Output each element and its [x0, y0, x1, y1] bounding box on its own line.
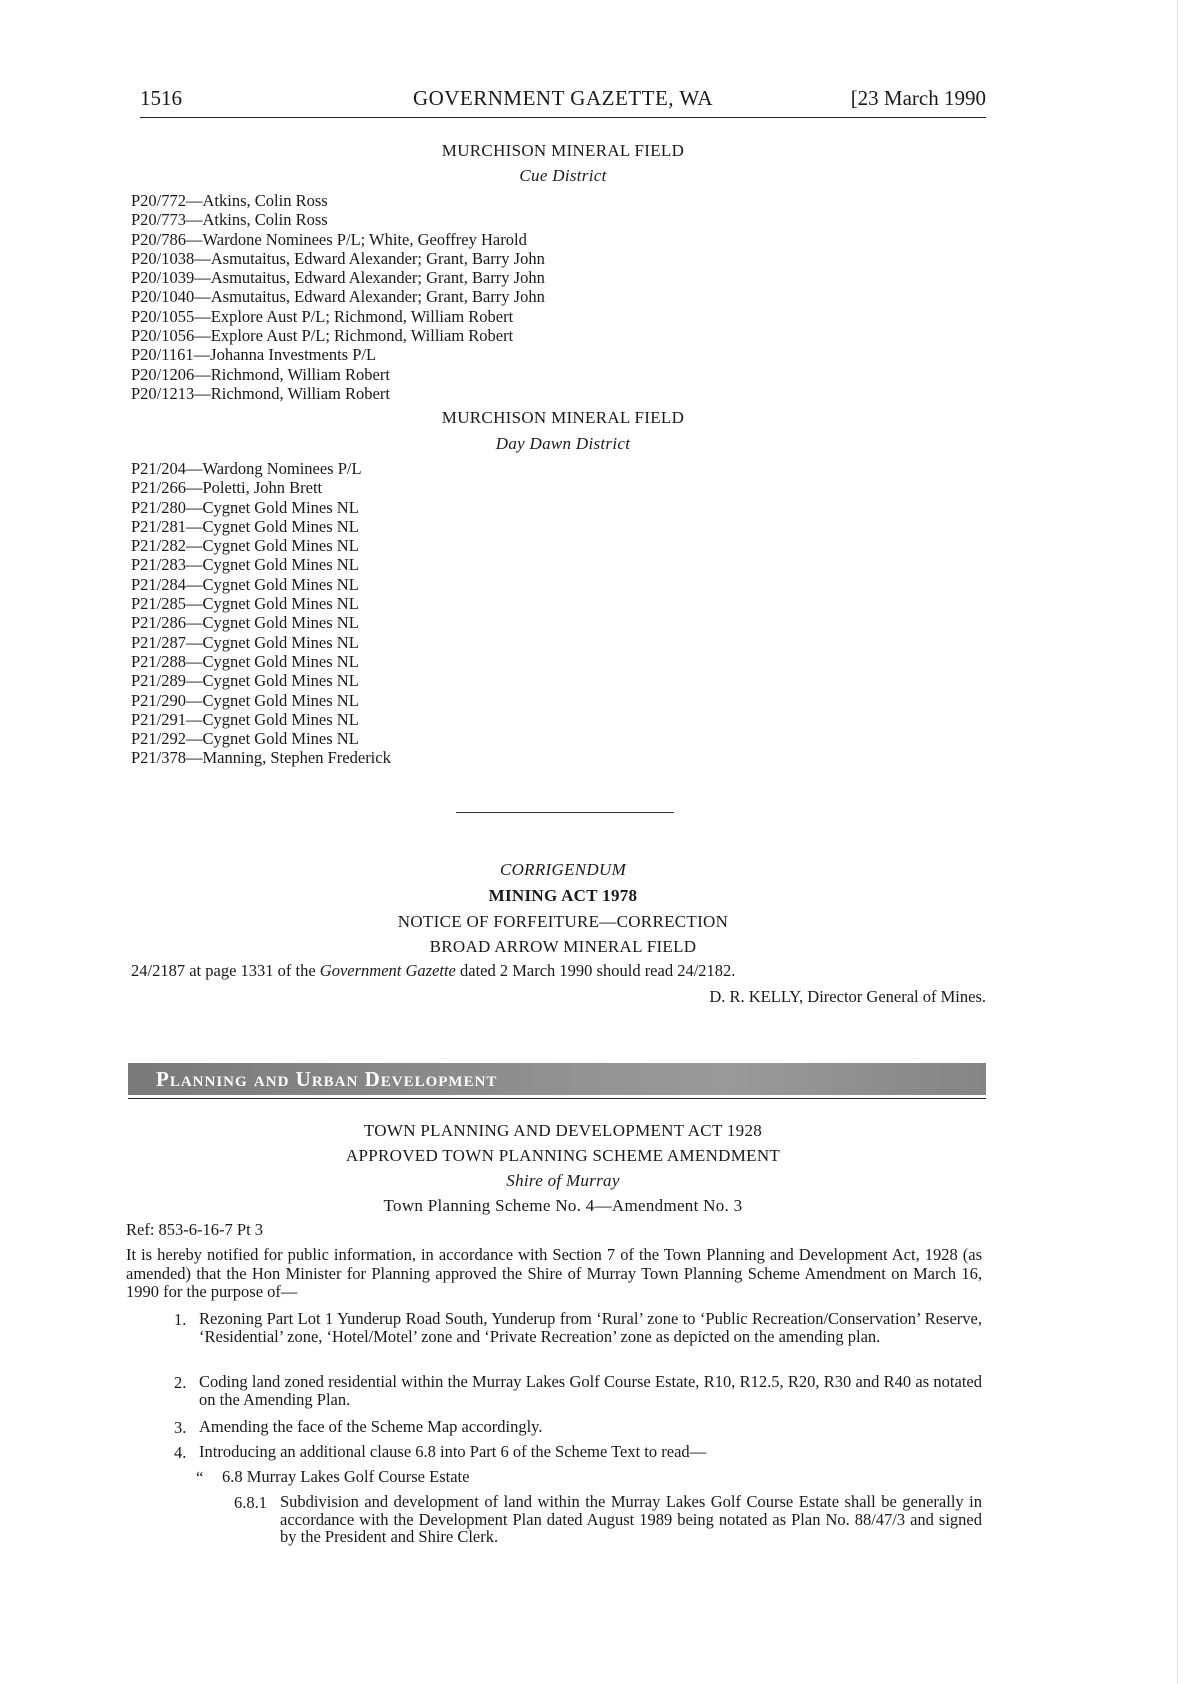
planning-subtitle: APPROVED TOWN PLANNING SCHEME AMENDMENT	[345, 1146, 781, 1165]
item-1-number: 1.	[174, 1310, 187, 1329]
item-2-number: 2.	[174, 1373, 187, 1392]
list-item: P21/378—Manning, Stephen Frederick	[131, 748, 391, 768]
section2-district-heading: Day Dawn District	[495, 434, 631, 453]
list-item: P20/773—Atkins, Colin Ross	[131, 210, 328, 230]
banner-label: Planning and Urban Development	[156, 1067, 498, 1091]
subclause-text: Subdivision and development of land within the Murray Lakes Golf Course Estate shall be generally in accordance with the Development Plan dated August 1989 being notated as Plan No. 88/47/3 and signed by the President and Shire Clerk.	[280, 1492, 982, 1546]
corrigendum-title: CORRIGENDUM	[499, 860, 627, 879]
corrigendum-body	[131, 962, 986, 981]
publication-title: GOVERNMENT GAZETTE, WA	[412, 86, 714, 110]
list-item: P21/282—Cygnet Gold Mines NL	[131, 536, 359, 556]
list-item: P20/1056—Explore Aust P/L; Richmond, William Robert	[131, 326, 514, 346]
section1-field-heading: MURCHISON MINERAL FIELD	[441, 141, 685, 160]
list-item: P20/1161—Johanna Investments P/L	[131, 345, 377, 365]
list-item: P21/266—Poletti, John Brett	[131, 478, 323, 498]
list-item: P21/281—Cygnet Gold Mines NL	[131, 516, 359, 536]
list-item: P21/292—Cygnet Gold Mines NL	[131, 729, 359, 749]
list-item: P21/291—Cygnet Gold Mines NL	[131, 709, 359, 729]
list-item: P20/1213—Richmond, William Robert	[131, 383, 390, 403]
section-divider	[456, 812, 674, 813]
list-item: P20/1039—Asmutaitus, Edward Alexander; Grant, Barry John	[131, 268, 545, 288]
list-item: P21/287—Cygnet Gold Mines NL	[131, 632, 359, 652]
scan-edge-line	[1177, 0, 1178, 1684]
list-item: P21/284—Cygnet Gold Mines NL	[131, 574, 359, 594]
corrigendum-body-italic: Government Gazette	[319, 961, 456, 980]
subclause-number: 6.8.1	[234, 1493, 267, 1512]
list-item: P20/1040—Asmutaitus, Edward Alexander; Grant, Barry John	[131, 287, 545, 307]
list-item: P21/289—Cygnet Gold Mines NL	[131, 671, 359, 691]
list-item: P20/1206—Richmond, William Robert	[131, 364, 390, 384]
corrigendum-body-pre: 24/2187 at page 1331 of the	[131, 961, 320, 980]
issue-date: [23 March 1990	[850, 86, 986, 110]
planning-scheme: Town Planning Scheme No. 4—Amendment No. 3	[383, 1196, 743, 1215]
planning-intro: It is hereby notified for public information, in accordance with Section 7 of the Town Planning and Development Act, 1928 (as amended) that the Hon Minister for Planning approved the Shire of Murray Town Planning Scheme Amendment on March 16, 1990 for the purpose of—	[126, 1245, 982, 1301]
section2-entry-list	[131, 459, 391, 768]
clause-open-quote: “	[196, 1468, 204, 1487]
item-4-number: 4.	[174, 1443, 187, 1462]
header-rule	[140, 117, 986, 118]
page-header	[140, 86, 986, 116]
clause-heading: 6.8 Murray Lakes Golf Course Estate	[222, 1467, 470, 1486]
planning-shire: Shire of Murray	[506, 1171, 620, 1190]
item-1-text: Rezoning Part Lot 1 Yunderup Road South, Yunderup from ‘Rural’ zone to ‘Public Recreation/Conservation’ Reserve, ‘Residential’ zone, ‘Hotel/Motel’ zone and ‘Private Recreation’ zone as depicted on the amending plan.	[199, 1309, 982, 1346]
planning-act: TOWN PLANNING AND DEVELOPMENT ACT 1928	[363, 1121, 763, 1140]
item-2-text: Coding land zoned residential within the Murray Lakes Golf Course Estate, R10, R12.5, R20, R30 and R40 as notated on the Amending Plan.	[199, 1372, 982, 1409]
list-item: P21/290—Cygnet Gold Mines NL	[131, 690, 359, 710]
list-item: P21/283—Cygnet Gold Mines NL	[131, 555, 359, 575]
page-number: 1516	[140, 86, 182, 110]
list-item: P21/286—Cygnet Gold Mines NL	[131, 613, 359, 633]
section1-district-heading: Cue District	[519, 166, 607, 185]
banner-rule	[128, 1098, 986, 1099]
list-item: P21/280—Cygnet Gold Mines NL	[131, 497, 359, 517]
item-3-number: 3.	[174, 1418, 187, 1437]
corrigendum-signature: D. R. KELLY, Director General of Mines.	[709, 987, 986, 1006]
item-3-text: Amending the face of the Scheme Map accordingly.	[199, 1417, 543, 1436]
item-4-text: Introducing an additional clause 6.8 into Part 6 of the Scheme Text to read—	[199, 1442, 707, 1461]
list-item: P20/1038—Asmutaitus, Edward Alexander; Grant, Barry John	[131, 248, 545, 268]
list-item: P21/285—Cygnet Gold Mines NL	[131, 594, 359, 614]
list-item: P20/772—Atkins, Colin Ross	[131, 191, 328, 210]
section-banner	[128, 1063, 986, 1095]
section1-entry-list	[131, 191, 545, 403]
planning-ref: Ref: 853-6-16-7 Pt 3	[126, 1220, 264, 1239]
corrigendum-body-post: dated 2 March 1990 should read 24/2182.	[455, 961, 736, 980]
list-item: P21/288—Cygnet Gold Mines NL	[131, 651, 359, 671]
corrigendum-act: MINING ACT 1978	[488, 886, 638, 905]
list-item: P20/1055—Explore Aust P/L; Richmond, William Robert	[131, 306, 514, 326]
list-item: P20/786—Wardone Nominees P/L; White, Geoffrey Harold	[131, 229, 527, 249]
list-item: P21/204—Wardong Nominees P/L	[131, 459, 362, 478]
corrigendum-field: BROAD ARROW MINERAL FIELD	[429, 937, 697, 956]
corrigendum-notice: NOTICE OF FORFEITURE—CORRECTION	[397, 912, 729, 931]
section2-field-heading: MURCHISON MINERAL FIELD	[441, 408, 685, 427]
